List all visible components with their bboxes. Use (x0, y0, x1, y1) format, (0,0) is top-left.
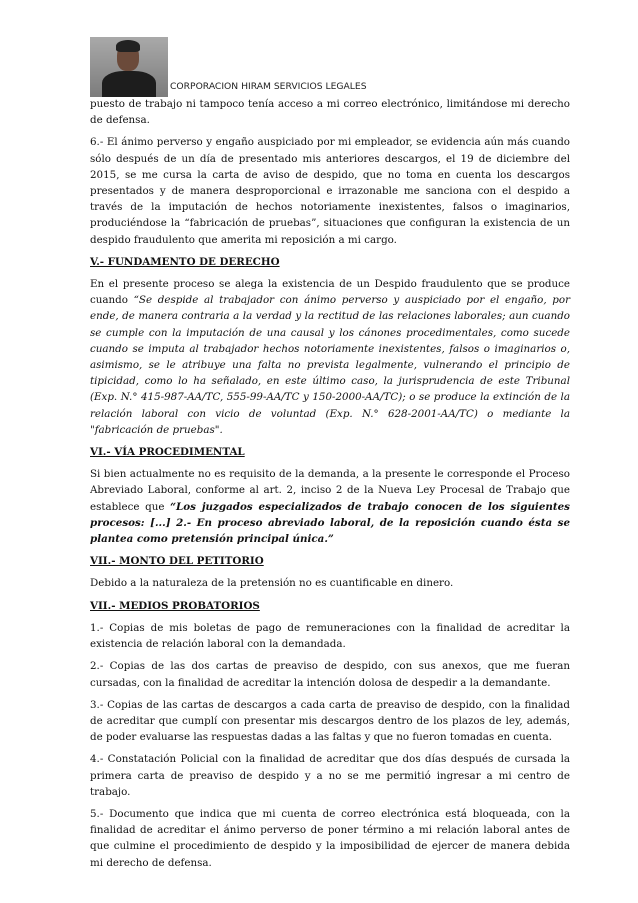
medio-item: 2.- Copias de las dos cartas de preaviso de despido, con sus anexos, que me fueran cursadas, con la finalidad de acreditar la intención dolosa de despedir a la demandante. (90, 660, 570, 689)
medio-item: 3.- Copias de las cartas de descargos a cada carta de preaviso de despido, con la finalidad de acreditar que cumplí con presentar mis descargos dentro de los plazos de ley, además, de poder evaluarse las respuestas dadas a las faltas y que no fueron tomadas en cuenta. (90, 698, 570, 744)
section-medios-title: VII.- MEDIOS PROBATORIOS (90, 599, 260, 612)
document-body (90, 96, 570, 877)
section-monto-text: Debido a la naturaleza de la pretensión no es cuantificable en dinero. (90, 577, 454, 590)
author-photo (90, 37, 168, 97)
section-fundamento-text (90, 276, 570, 438)
fundamento-quote: “Se despide al trabajador con ánimo perverso y auspiciado por el engaño, por ende, de manera contraria a la verdad y la rectitud de las relaciones laborales; aun cuando se cumple con la imputación de una causal y los cánones procedimentales, como sucede cuando se imputa al trabajador hechos notoriamente inexistentes, falsos o imaginarios o, asimismo, se le atribuye una falta no prevista legalmente, vulnerando el principio de tipicidad, como lo ha señalado, en este último caso, la jurisprudencia de este Tribunal (Exp. N.° 415-987-AA/TC, 555-99-AA/TC y 150-2000-AA/TC); o se produce la extinción de la relación laboral con vicio de voluntad (Exp. N.° 628-2001-AA/TC) o mediante la "fabricación de pruebas". (90, 294, 570, 436)
via-quote: “Los juzgados especializados de trabajo conocen de los siguientes procesos: [...] 2.- En proceso abreviado laboral, de la reposición cuando ésta se plantea como pretensión principal única.” (90, 500, 570, 546)
firm-name: CORPORACION HIRAM SERVICIOS LEGALES (170, 81, 367, 92)
via-lead: Si bien actualmente no es requisito de la demanda, a la presente le corresponde el Proceso Abreviado Laboral, conforme al art. 2, inciso 2 de la Nueva Ley Procesal de Trabajo que establece que (90, 468, 570, 513)
section-monto-title: VII.- MONTO DEL PETITORIO (90, 555, 264, 568)
paragraph-6: 6.- El ánimo perverso y engaño auspiciado por mi empleador, se evidencia aún más cuando sólo después de un día de presentado mis anteriores descargos, el 19 de diciembre del 2015, se me cursa la carta de aviso de despido, que no toma en cuenta los descargos presentados y de manera desproporcional e irrazonable me sanciona con el despido a través de la imputación de hechos notoriamente inexistentes, falsos o imaginarios, produciéndose la “fabricación de pruebas”, situaciones que configuran la existencia de un despido fraudulento que amerita mi reposición a mi cargo. (90, 136, 570, 246)
section-fundamento-title: V.- FUNDAMENTO DE DERECHO (90, 255, 280, 268)
medio-item: 1.- Copias de mis boletas de pago de remuneraciones con la finalidad de acreditar la existencia de relación laboral con la demandada. (90, 621, 570, 651)
fundamento-lead: En el presente proceso se alega la existencia de un Despido fraudulento que se produce cuando (90, 278, 570, 307)
medio-item: 4.- Constatación Policial con la finalidad de acreditar que dos días después de cursada la primera carta de preaviso de despido y a no se me permitió ingresar a mi centro de trabajo. (90, 753, 570, 798)
medio-item: 5.- Documento que indica que mi cuenta de correo electrónica está bloqueada, con la finalidad de acreditar el ánimo perverso de poner término a mi relación laboral antes de que culmine el procedimiento de despido y la imposibilidad de ejercer de manera debida mi derecho de defensa. (90, 807, 570, 869)
intro-paragraph: puesto de trabajo ni tampoco tenía acceso a mi correo electrónico, limitándose mi derecho de defensa. (90, 98, 570, 127)
section-via-text (90, 466, 570, 547)
section-via-title: VI.- VÍA PROCEDIMENTAL (90, 446, 245, 459)
